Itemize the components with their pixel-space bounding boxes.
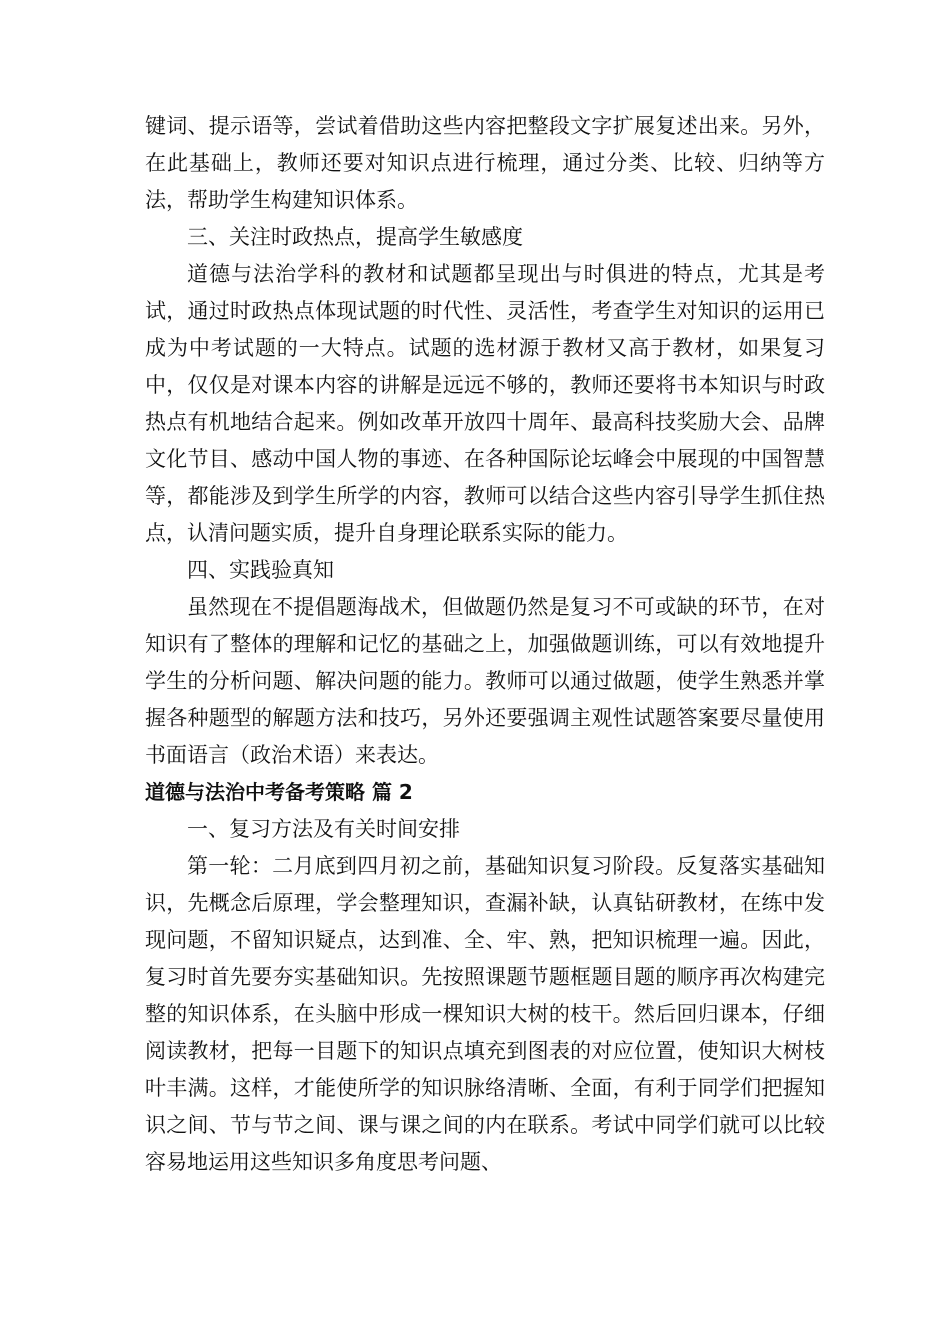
paragraph-first-round: 第一轮：二月底到四月初之前，基础知识复习阶段。反复落实基础知识，先概念后原理，学会整理知识，查漏补缺，认真钻研教材，在练中发现问题，不留知识疑点，达到准、全、牢、熟，把知识梳理一遍。因此，复习时首先要夯实基础知识。先按照课题节题框题目题的顺序再次构建完整的知识体系，在头脑中形成一棵知识大树的枝干。然后回归课本，仔细阅读教材，把每一目题下的知识点填充到图表的对应位置，使知识大树枝叶丰满。这样，才能使所学的知识脉络清晰、全面，有利于同学们把握知识之间、节与节之间、课与课之间的内在联系。考试中同学们就可以比较容易地运用这些知识多角度思考问题、 (145, 854, 825, 1174)
section-heading-one: 一、复习方法及有关时间安排 (187, 817, 460, 841)
article-title-part-2: 道德与法治中考备考策略 篇 2 (145, 780, 413, 804)
paragraph-continuation: 键词、提示语等，尝试着借助这些内容把整段文字扩展复述出来。另外，在此基础上，教师还要对知识点进行梳理，通过分类、比较、归纳等方法，帮助学生构建知识体系。 (145, 114, 825, 212)
document-body (145, 108, 825, 1181)
section-heading-four: 四、实践验真知 (187, 558, 334, 582)
paragraph-current-affairs: 道德与法治学科的教材和试题都呈现出与时俱进的特点，尤其是考试，通过时政热点体现试题的时代性、灵活性，考查学生对知识的运用已成为中考试题的一大特点。试题的选材源于教材又高于教材，如果复习中，仅仅是对课本内容的讲解是远远不够的，教师还要将书本知识与时政热点有机地结合起来。例如改革开放四十周年、最高科技奖励大会、品牌文化节目、感动中国人物的事迹、在各种国际论坛峰会中展现的中国智慧等，都能涉及到学生所学的内容，教师可以结合这些内容引导学生抓住热点，认清问题实质，提升自身理论联系实际的能力。 (145, 262, 825, 545)
section-heading-three: 三、关注时政热点，提高学生敏感度 (187, 225, 523, 249)
paragraph-practice: 虽然现在不提倡题海战术，但做题仍然是复习不可或缺的环节，在对知识有了整体的理解和记忆的基础之上，加强做题训练，可以有效地提升学生的分析问题、解决问题的能力。教师可以通过做题，使学生熟悉并掌握各种题型的解题方法和技巧，另外还要强调主观性试题答案要尽量使用书面语言（政治术语）来表达。 (145, 595, 825, 767)
